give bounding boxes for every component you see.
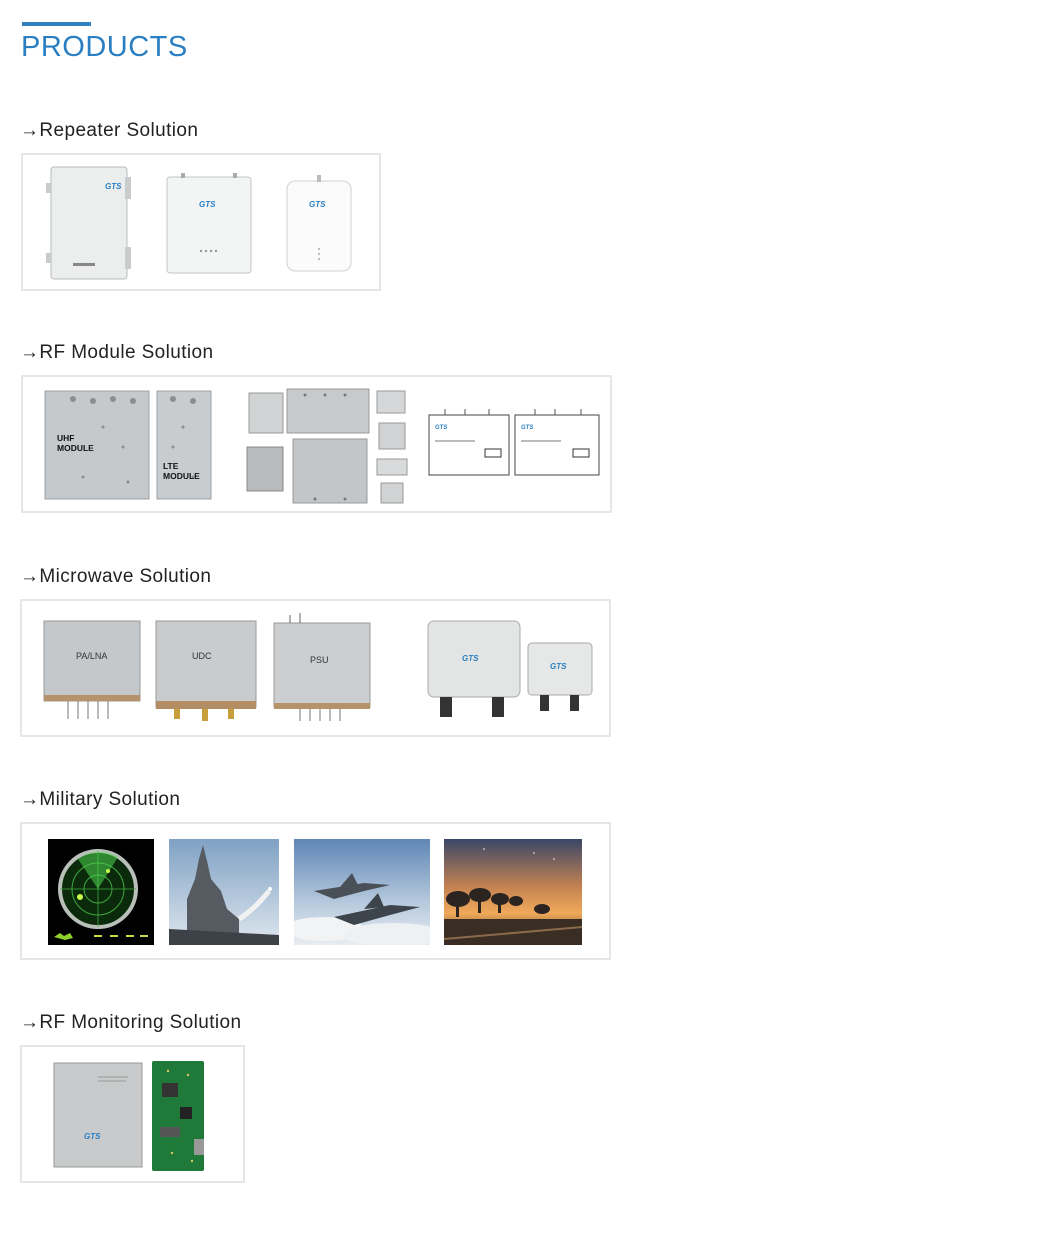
section-title-rf-monitoring: →RF Monitoring Solution: [20, 1012, 242, 1033]
rf-module-product-panel: [21, 375, 612, 513]
section-title-repeater: →Repeater Solution: [20, 120, 199, 141]
svg-text:PA/LNA: PA/LNA: [76, 651, 108, 661]
title-accent-bar: [22, 22, 91, 26]
svg-text:GTS: GTS: [462, 654, 479, 663]
svg-text:MODULE: MODULE: [57, 443, 94, 453]
svg-text:GTS: GTS: [309, 200, 326, 209]
uhf-lte-module-image[interactable]: [43, 387, 215, 505]
svg-text:GTS: GTS: [199, 200, 216, 209]
radar-display-image[interactable]: [48, 839, 154, 945]
svg-text:LTE: LTE: [163, 461, 179, 471]
military-product-panel: [20, 822, 611, 960]
udc-module-image[interactable]: [152, 615, 260, 723]
section-title-rf-module: →RF Module Solution: [20, 342, 214, 363]
svg-text:UHF: UHF: [57, 433, 75, 443]
gts-logo-text: GTS: [105, 182, 122, 191]
rf-monitoring-module-image[interactable]: [48, 1057, 222, 1179]
svg-text:GTS: GTS: [435, 425, 448, 431]
outdoor-repeater-image[interactable]: [45, 163, 135, 283]
repeater-product-panel: [21, 153, 381, 291]
microwave-enclosures-image[interactable]: [422, 617, 598, 727]
fighter-jets-image[interactable]: [294, 839, 430, 945]
fiber-optic-units-image[interactable]: [425, 405, 603, 487]
radio-telescope-image[interactable]: [444, 839, 582, 945]
svg-text:PSU: PSU: [310, 655, 329, 665]
indoor-repeater-image[interactable]: [161, 173, 257, 277]
rf-components-image[interactable]: [245, 387, 413, 509]
svg-text:MODULE: MODULE: [163, 471, 200, 481]
pa-lna-module-image[interactable]: [38, 615, 144, 723]
microwave-product-panel: [20, 599, 611, 737]
rf-monitoring-product-panel: [20, 1045, 245, 1183]
page-title: PRODUCTS: [21, 31, 188, 63]
warship-image[interactable]: [169, 839, 279, 945]
section-title-microwave: →Microwave Solution: [20, 566, 212, 587]
svg-text:GTS: GTS: [84, 1132, 101, 1141]
svg-text:UDC: UDC: [192, 651, 212, 661]
psu-module-image[interactable]: [270, 613, 374, 725]
svg-text:GTS: GTS: [550, 662, 567, 671]
compact-repeater-image[interactable]: [281, 175, 357, 275]
svg-text:GTS: GTS: [521, 425, 534, 431]
section-title-military: →Military Solution: [20, 789, 181, 810]
